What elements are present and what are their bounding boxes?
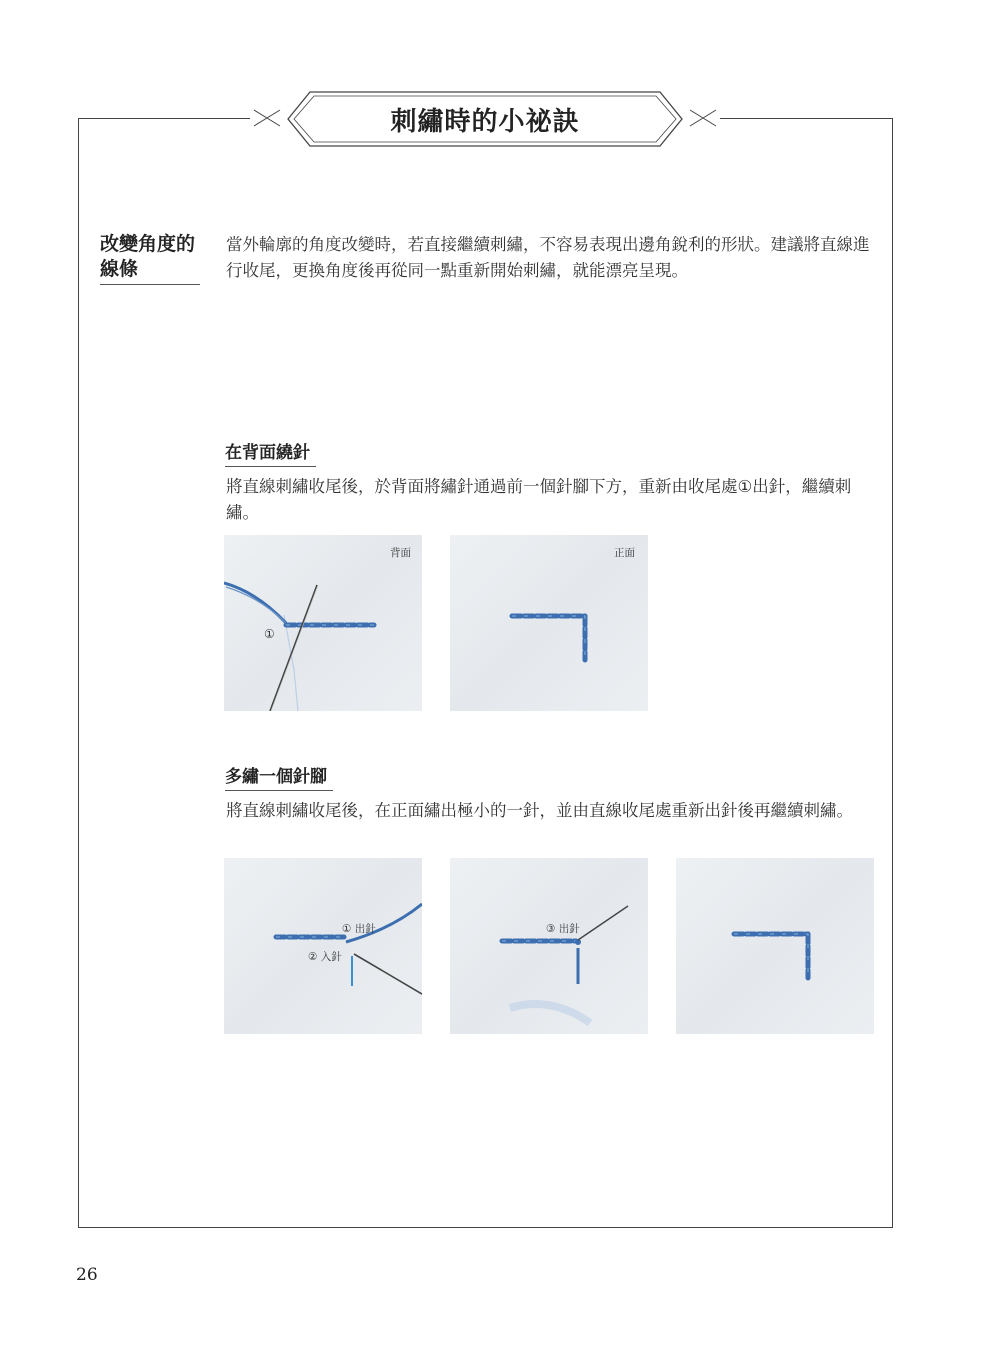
section-label: 改變角度的線條 <box>100 232 200 285</box>
marker-in: ② 入針 <box>308 951 342 963</box>
page-number: 26 <box>76 1265 98 1285</box>
marker-out: ① 出針 <box>342 923 376 935</box>
technique2-heading: 多繡一個針腳 <box>225 762 333 791</box>
photo-tag: 正面 <box>614 547 635 559</box>
marker-out: ③ 出針 <box>546 923 580 935</box>
step-marker: ① <box>264 627 275 641</box>
technique2-description: 將直線刺繡收尾後，在正面繡出極小的一針，並由直線收尾處重新出針後再繼續刺繡。 <box>226 801 853 820</box>
technique1-heading: 在背面繞針 <box>225 438 316 467</box>
page-title: 刺繡時的小祕訣 <box>390 106 580 137</box>
intro-text: 當外輪廓的角度改變時，若直接繼續刺繡，不容易表現出邊角銳利的形狀。建議將直線進行收尾，更換角度後再從同一點重新開始刺繡，就能漂亮呈現。 <box>226 235 870 280</box>
photo-step-1 <box>224 858 422 1034</box>
photo-step-2 <box>450 858 648 1034</box>
technique1-description: 將直線刺繡收尾後，於背面將繡針通過前一個針腳下方，重新由收尾處①出針，繼續刺繡。 <box>226 477 852 522</box>
title-banner <box>250 90 720 148</box>
photo-back-side <box>224 535 422 711</box>
photo-front-side <box>450 535 648 711</box>
photo-step-3 <box>676 858 874 1034</box>
photo-tag: 背面 <box>390 547 411 559</box>
